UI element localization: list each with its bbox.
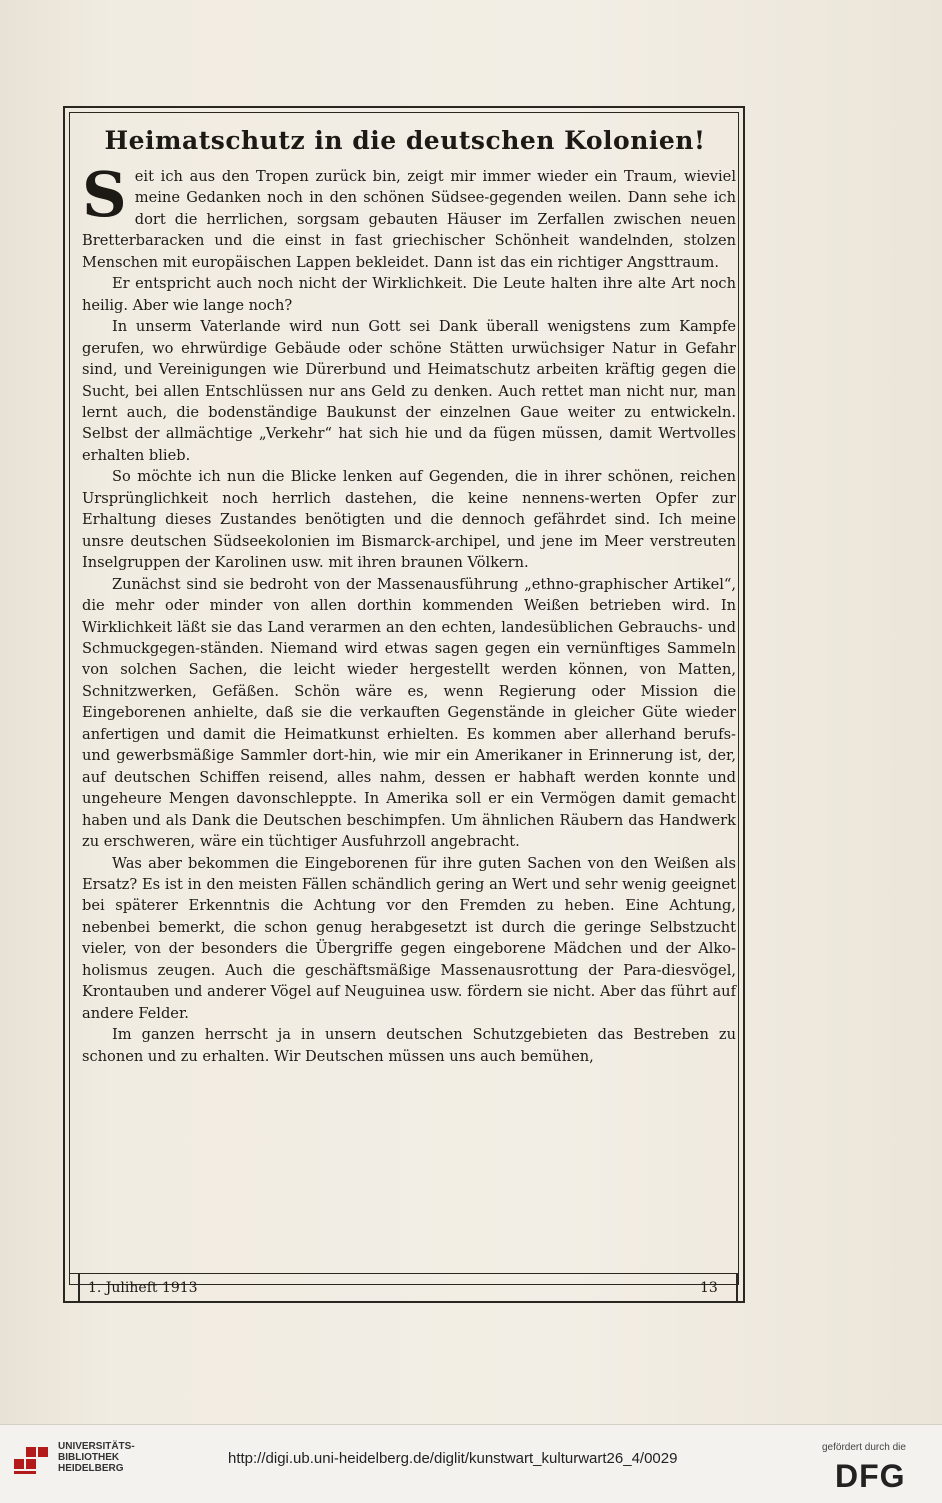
paragraph-7: Im ganzen herrscht ja in unsern deutschen Schutzgebieten das Bestreben zu schonen und zu erhalten. Wir Deutschen müssen uns auch bemühen, — [82, 1026, 736, 1065]
dfg-logo: DFG — [835, 1458, 906, 1494]
university-library-logo-icon — [12, 1437, 52, 1477]
footer-divider-left — [78, 1273, 80, 1303]
paragraph-5: Zunächst sind sie bedroht von der Massenausführung „ethno-graphischer Artikel“, die mehr oder minder von allen dorthin kommenden Weißen betrieben wird. In Wirklichkeit läßt sie das Land verarmen an den echten, landesüblichen Gebrauchs- und Schmuckgegen-ständen. Niemand wird etwas sagen gegen ein vernünftiges Sammeln von solchen Sachen, die leicht wieder hergestellt werden können, von Matten, Schnitzwerken, Gefäßen. Schön wäre es, wenn Regierung oder Mission die Eingeborenen anhielte, daß sie die verkauften Gegenstände in gleicher Güte wieder anfertigen und damit die Heimatkunst erhielten. Es kommen aber allerhand berufs- und gewerbsmäßige Sammler dort-hin, wie mir ein Amerikaner in Erinnerung ist, der, auf deutschen Schiffen reisend, alles nahm, dessen er habhaft werden konnte und ungeheure Mengen davonschleppte. In Amerika soll er ein Vermögen damit gemacht haben und als Dank die Deutschen beschimpfen. Um ähnlichen Räubern das Handwerk zu erschweren, wäre ein tüchtiger Ausfuhrzoll angebracht. — [82, 575, 736, 851]
issue-label: 1. Juliheft 1913 — [88, 1280, 198, 1296]
paragraph-1: Seit ich aus den Tropen zurück bin, zeigt mir immer wieder ein Traum, wieviel meine Gedanken noch in den schönen Südsee-gegenden weilen. Dann sehe ich dort die herrlichen, sorgsam gebauten Häuser im Zerfallen zwischen neuen Bretterbaracken und die einst in fast griechischer Schönheit wandelnden, stolzen Menschen mit europäischen Lappen bekleidet. Dann ist das ein richtiger Angsttraum. — [82, 158, 736, 271]
paragraph-2: Er entspricht auch noch nicht der Wirklichkeit. Die Leute halten ihre alte Art noch heilig. Aber wie lange noch? — [82, 275, 736, 314]
funding-caption: gefördert durch die — [822, 1442, 906, 1453]
paragraph-6: Was aber bekommen die Eingeborenen für ihre guten Sachen von den Weißen als Ersatz? Es ist in den meisten Fällen schändlich gering an Wert und sehr wenig geeignet bei späterer Erkenntnis die Achtung vor den Fremden zu heben. Eine Achtung, nebenbei bemerkt, die schon genug herabgesetzt ist durch die geringe Selbstzucht vieler, von der besonders die Übergriffe gegen eingeborene Mädchen und der Alko-holismus zeugen. Auch die geschäftsmäßige Massenausrottung der Para-diesvögel, Krontauben und anderer Vögel auf Neuguinea usw. fördern sie nicht. Aber das führt auf andere Felder. — [82, 854, 736, 1022]
drop-cap: S — [82, 158, 127, 231]
article-body — [82, 158, 736, 1067]
library-name: UNIVERSITÄTS- BIBLIOTHEK HEIDELBERG — [58, 1441, 135, 1474]
paragraph-3: In unserm Vaterlande wird nun Gott sei Dank überall wenigstens zum Kampfe gerufen, wo ehrwürdige Gebäude oder schöne Stätten urwüchsiger Natur in Gefahr sind, und Vereinigungen wie Dürerbund und Heimatschutz arbeiten kräftig gegen die Sucht, bei allen Entschlüssen nur ans Geld zu denken. Auch rettet man nicht nur, man lernt auch, die bodenständige Baukunst der einzelnen Gaue weiter zu entwickeln. Selbst der allmächtige „Verkehr“ hat sich hie und da fügen müssen, damit Wertvolles erhalten blieb. — [82, 318, 736, 464]
article-title: Heimatschutz in die deutschen Kolonien! — [104, 126, 706, 155]
page-number: 13 — [700, 1280, 718, 1296]
footer-divider-right — [736, 1273, 738, 1303]
paragraph-4: So möchte ich nun die Blicke lenken auf Gegenden, die in ihrer schönen, reichen Ursprünglichkeit noch herrlich dastehen, die keine nennens-werten Opfer zur Erhaltung dieses Zustandes benötigten und die dennoch gefährdet sind. Ich meine unsre deutschen Südseekolonien im Bismarck-archipel, und jene im Meer verstreuten Inselgruppen der Karolinen usw. mit ihren braunen Völkern. — [82, 468, 736, 572]
permalink-url[interactable]: http://digi.ub.uni-heidelberg.de/diglit/kunstwart_kulturwart26_4/0029 — [228, 1450, 678, 1467]
